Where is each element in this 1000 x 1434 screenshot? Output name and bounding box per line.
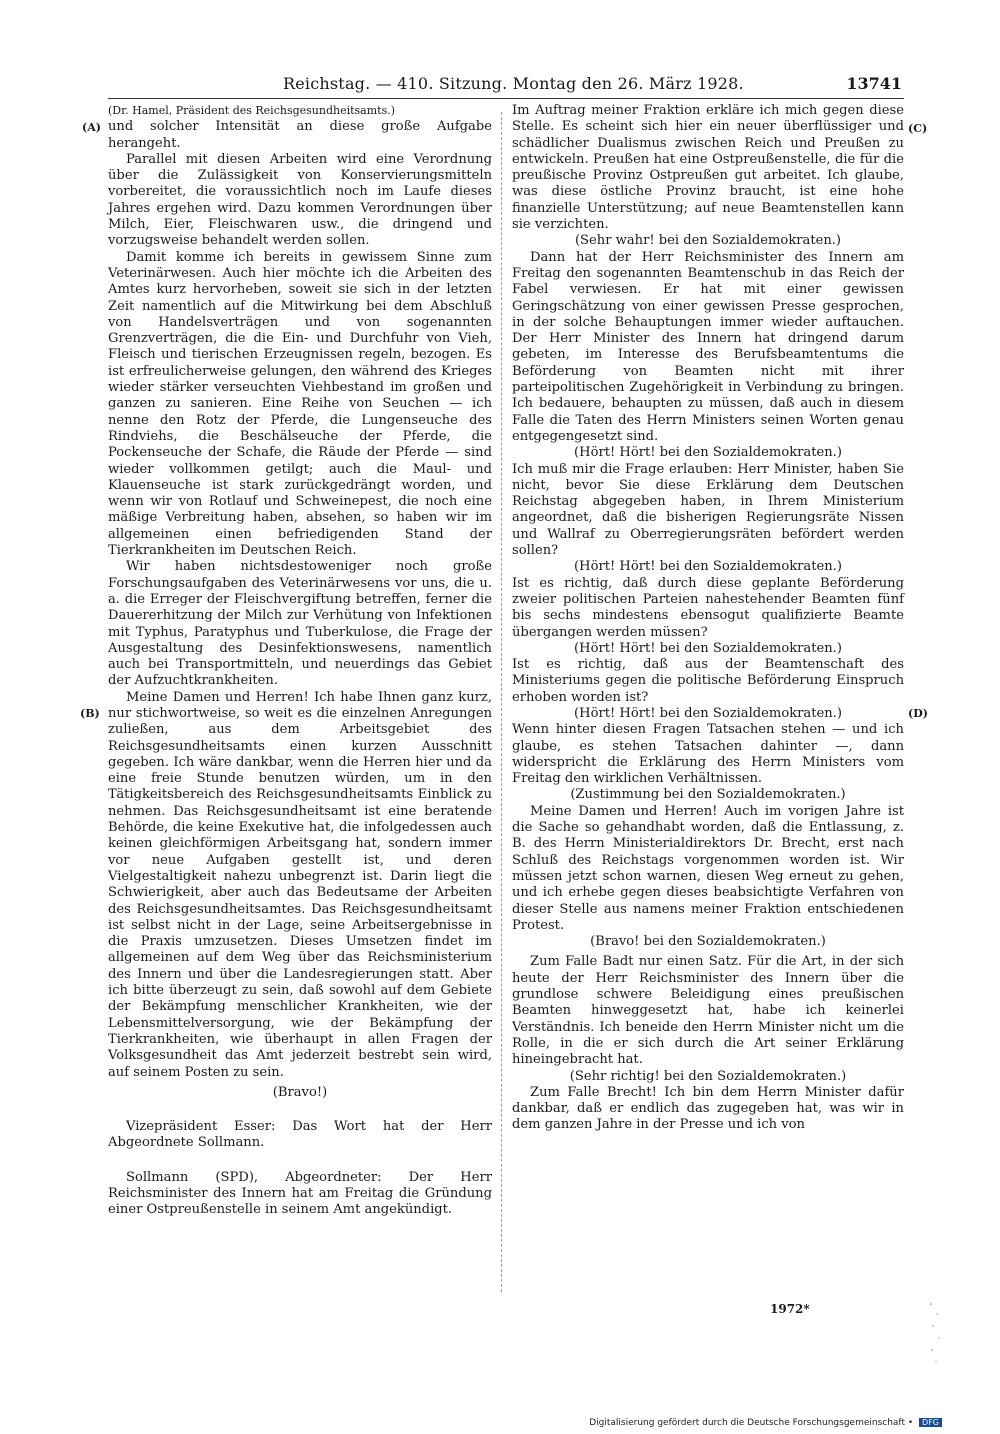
margin-marker-a: (A) bbox=[82, 121, 101, 134]
paragraph: Meine Damen und Herren! Auch im vorigen Jahre ist die Sache so gehandhabt worden, daß die Entlassung, z. B. des Herrn Ministerialdirektors Dr. Brecht, erst nach Schluß des Reichstags vorgenommen worden ist. Wir müssen jetzt schon warnen, diesen Weg erneut zu gehen, und ich erhebe gegen dieses beabsichtigte Verfahren von dieser Stelle aus namens meiner Fraktion entschiedenen Protest. bbox=[512, 803, 904, 933]
interjection: (Sehr richtig! bei den Sozialdemokraten.) bbox=[569, 1068, 847, 1084]
right-column bbox=[512, 103, 904, 1134]
interjection: (Hört! Hört! bei den Sozialdemokraten.) bbox=[574, 640, 842, 656]
paragraph: Sollmann (SPD), Abgeordneter: Der Herr Reichsminister des Innern hat am Freitag die Gründung einer Ostpreußenstelle in seinem Amt angekündigt. bbox=[108, 1169, 492, 1218]
margin-marker-d: (D) bbox=[908, 707, 928, 720]
interjection: (Hört! Hört! bei den Sozialdemokraten.) bbox=[574, 445, 842, 461]
margin-marker-c: (C) bbox=[908, 122, 928, 135]
paragraph: Dann hat der Herr Reichsminister des Innern am Freitag den sogenannten Beamtenschub in das Reich der Fabel verwiesen. Er hat mit einer gewissen Geringschätzung von einer gewissen Presse gesprochen, in der solche Behauptungen immer wieder auftauchen. Der Herr Minister des Innern hat dringend darum gebeten, im Interesse des Berufsbeamtentums die Beförderung von Beamten nicht mit ihrer parteipolitischen Zugehörigkeit in Verbindung zu bringen. Ich bedauere, behaupten zu müssen, daß auch in diesem Falle die Taten des Herrn Ministers seinen Worten genau entgegengesetzt sind. bbox=[512, 249, 904, 444]
paragraph: Ist es richtig, daß durch diese geplante Beförderung zweier politischen Parteien nahestehender Beamten fünf bis sechs mindestens ebensogut qualifizierte Beamte übergangen werden müssen? bbox=[512, 575, 904, 640]
paragraph: Wir haben nichtsdestoweniger noch große Forschungsaufgaben des Veterinärwesens vor uns, die u. a. die Erreger der Fleischvergiftung betreffen, ferner die Dauererhitzung der Milch zur Verhütung von Infektionen mit Typhus, Paratyphus und Tuberkulose, die Frage der Ausgestaltung des Desinfektionswesens, namentlich auch bei Transportmitteln, und neuerdings das Gebiet der Aufzuchtkrankheiten. bbox=[108, 559, 492, 689]
margin-marker-b: (B) bbox=[80, 707, 100, 720]
column-divider bbox=[501, 112, 502, 1292]
paragraph: Meine Damen und Herren! Ich habe Ihnen ganz kurz, nur stichwortweise, so weit es die einzelnen Anregungen zuließen, aus dem Arbeitsgebiet des Reichsgesundheitsamts einen kurzen Ausschnitt gegeben. Ich wäre dankbar, wenn die Herren hier und da eine freie Stunde benutzen würden, um in den Tätigkeitsbereich des Reichsgesundheitsamts Einblick zu nehmen. Das Reichsgesundheitsamt ist eine beratende Behörde, die keine Exekutive hat, die infolgedessen auch keinen gleichförmigen Arbeitsgang hat, sondern immer vor neue Aufgaben gestellt ist, und deren Vielgestaltigkeit nahezu unbegrenzt ist. Darin liegt die Schwierigkeit, aber auch das Bedeutsame der Arbeiten des Reichsgesundheitsamtes. Das Reichsgesundheitsamt ist selbst nicht in der Lage, seine Arbeitsergebnisse in die Praxis umzusetzen. Dieses Umsetzen findet im allgemeinen auf dem Weg über das Reichsministerium des Innern und über die Landesregierungen statt. Aber ich bitte überzeugt zu sein, daß sowohl auf dem Gebiete der Bekämpfung menschlicher Krankheiten, wie der Lebensmittelversorgung, wie der Bekämpfung der Tierkrankheiten, wie überhaupt in allen Fragen der Volksgesundheit das Amt jederzeit bestrebt sein wird, auf seinem Posten zu sein. bbox=[108, 689, 492, 1080]
interjection: (Sehr wahr! bei den Sozialdemokraten.) bbox=[574, 233, 842, 249]
paragraph: Ich muß mir die Frage erlauben: Herr Minister, haben Sie nicht, bevor Sie diese Erklärung dem Deutschen Reichstag abgegeben haben, in Ihrem Ministerium angeordnet, daß die bisherigen Regierungsräte Nissen und Wallraf zu Oberregierungsräten befördert werden sollen? bbox=[512, 461, 904, 559]
paragraph: Parallel mit diesen Arbeiten wird eine Verordnung über die Zulässigkeit von Konservierungsmitteln vorbereitet, die voraussichtlich noch im Laufe dieses Jahres ergehen wird. Dazu kommen Verordnungen über Milch, Eier, Fleischwaren usw., die dringend und vorzugsweise behandelt werden sollen. bbox=[108, 151, 492, 249]
paragraph: Wenn hinter diesen Fragen Tatsachen stehen — und ich glaube, es stehen Tatsachen dahinter —, dann widerspricht die Erklärung des Herrn Ministers vom Freitag den wirklichen Verhältnissen. bbox=[512, 722, 904, 787]
header-title: Reichstag. — 410. Sitzung. Montag den 26. März 1928. bbox=[283, 74, 744, 93]
paragraph: und solcher Intensität an diese große Aufgabe herangeht. bbox=[108, 119, 492, 151]
signature-mark: 1972* bbox=[770, 1302, 810, 1316]
interjection: (Hört! Hört! bei den Sozialdemokraten.) bbox=[574, 559, 842, 575]
paragraph: Zum Falle Brecht! Ich bin dem Herrn Minister dafür dankbar, daß er endlich das zugegeben hat, was wir in dem ganzen Jahre in der Presse und ich von bbox=[512, 1084, 904, 1133]
interjection: (Bravo!) bbox=[272, 1084, 328, 1100]
footer-credit bbox=[589, 1418, 942, 1428]
left-column bbox=[108, 103, 492, 1219]
page-header bbox=[108, 72, 904, 99]
dfg-logo-icon: DFG bbox=[919, 1418, 942, 1427]
paragraph: Damit komme ich bereits in gewissem Sinne zum Veterinärwesen. Auch hier möchte ich die Arbeiten des Amtes kurz hervorheben, soweit sie sich in der letzten Zeit namentlich auf die Mitwirkung bei dem Abschluß von Handelsverträgen und von sogenannten Grenzverträgen, die die Ein- und Durchfuhr von Vieh, Fleisch und tierischen Erzeugnissen regeln, bezogen. Es ist erfreulicherweise gelungen, den während des Krieges wieder stärker verseuchten Viehbestand im großen und ganzen zu sanieren. Eine Reihe von Seuchen — ich nenne den Rotz der Pferde, die Lungenseuche des Rindviehs, die Beschälseuche der Pferde, die Pockenseuche der Schafe, die Räude der Pferde — sind wieder vollkommen getilgt; auch die Maul- und Klauenseuche ist stark zurückgedrängt worden, und wenn wir von Rotlauf und Schweinepest, die noch eine mäßige Verbreitung haben, absehen, so haben wir im allgemeinen einen befriedigenden Stand der Tierkrankheiten im Deutschen Reich. bbox=[108, 249, 492, 559]
paragraph: Zum Falle Badt nur einen Satz. Für die Art, in der sich heute der Herr Reichsminister des Innern über die grundlose schwere Beleidigung eines preußischen Beamten hinweggesetzt hat, habe ich keinerlei Verständnis. Ich beneide den Herrn Minister nicht um die Rolle, in die er sich durch die Art seiner Erklärung hineingebracht hat. bbox=[512, 954, 904, 1068]
paragraph: Vizepräsident Esser: Das Wort hat der Herr Abgeordnete Sollmann. bbox=[108, 1119, 492, 1151]
scan-speckle-decoration bbox=[928, 1300, 942, 1370]
speaker-attribution: (Dr. Hamel, Präsident des Reichsgesundheitsamts.) bbox=[108, 104, 396, 117]
paragraph: Im Auftrag meiner Fraktion erkläre ich mich gegen diese Stelle. Es scheint sich hier ein neuer überflüssiger und schädlicher Dualismus zwischen Reich und Preußen zu entwickeln. Preußen hat eine Ostpreußenstelle, die für die preußische Provinz Ostpreußen gut arbeitet. Ich glaube, was diese östliche Provinz braucht, ist eine hohe finanzielle Unterstützung; auf neue Beamtenstellen kann sie verzichten. bbox=[512, 103, 904, 233]
page-number: 13741 bbox=[846, 74, 902, 93]
footer-text: Digitalisierung gefördert durch die Deutsche Forschungsgemeinschaft • bbox=[589, 1418, 914, 1428]
interjection: (Hört! Hört! bei den Sozialdemokraten.) bbox=[574, 705, 842, 721]
interjection: (Bravo! bei den Sozialdemokraten.) bbox=[590, 934, 826, 950]
interjection: (Zustimmung bei den Sozialdemokraten.) bbox=[570, 787, 846, 803]
paragraph: Ist es richtig, daß aus der Beamtenschaft des Ministeriums gegen die politische Beförderung Einspruch erhoben worden ist? bbox=[512, 657, 904, 705]
